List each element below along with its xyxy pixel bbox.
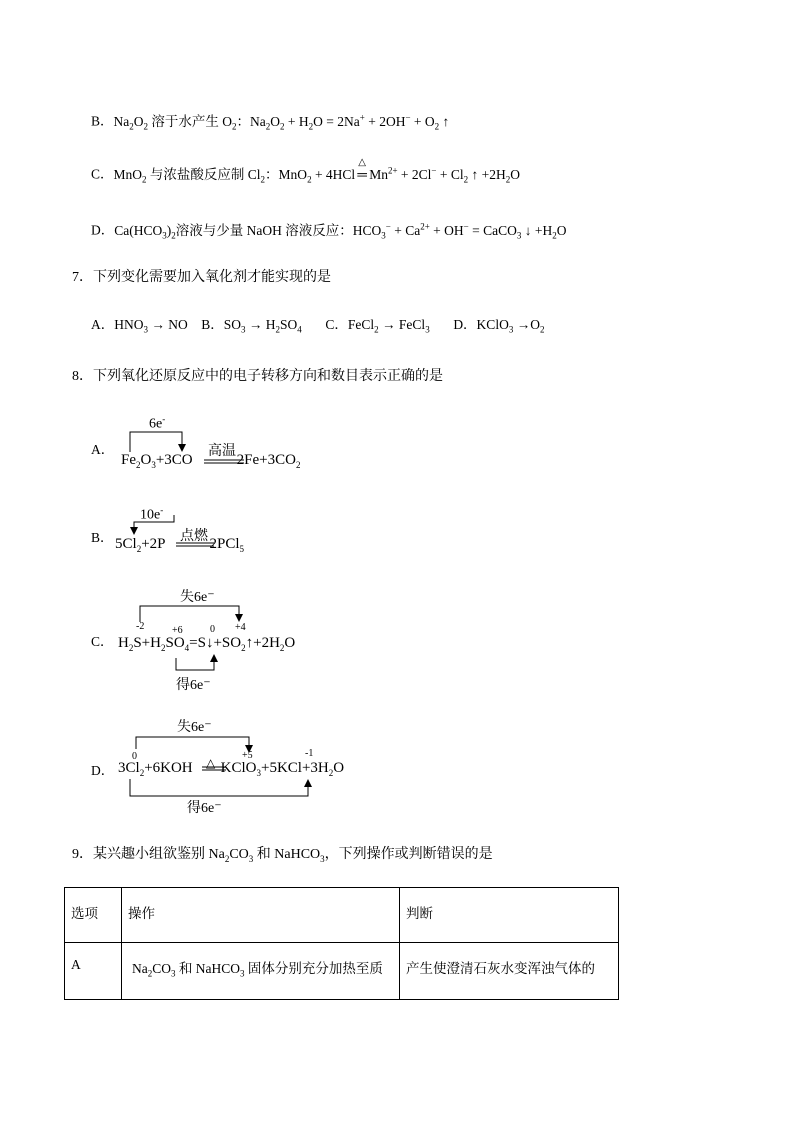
q7-option-b[interactable]: B．$SO_3 \to H_2SO_4$ <box>201 317 302 335</box>
q8-b-condition: 点燃 <box>180 529 208 544</box>
q6-option-d-label: D． <box>91 222 115 238</box>
row-a-operation: $Na_2CO_3$ 和 NaHCO$_3$ 固体分别充分加热至质 <box>122 943 400 1000</box>
q8-d-lose: 失6e⁻ <box>177 720 212 735</box>
q6-d-content: $Ca(HCO_3)_2$溶液与少量 NaOH 溶液反应：$HCO_3^- + Ca^{2+} + OH^-$ = CaCO$_3$ ↓ $+H_2O$ <box>114 221 567 241</box>
q8-b-transfer: 10e- <box>140 505 164 523</box>
q8-d-valence-1: 0 <box>132 751 137 762</box>
q8-a-equation: $Fe_2O_3+3CO$ $2Fe+3CO_2$ <box>121 452 301 470</box>
header-judgement: 判断 <box>400 888 619 943</box>
q6-b-content: $Na_2O_2$ 溶于水产生 $O_2$：$Na_2O_2 + H_2O = 2Na^+ + 2OH^- + O_2$ ↑ <box>113 112 450 132</box>
q8-c-valence-4: +4 <box>235 622 246 633</box>
q8-c-valence-3: 0 <box>210 624 215 635</box>
q8-c-valence-2: +6 <box>172 625 183 636</box>
header-operation: 操作 <box>122 888 400 943</box>
q8-a-transfer: 6e- <box>149 414 166 432</box>
q7-option-c[interactable]: C．FeCl$_2$ → FeCl$_3$ <box>325 317 430 335</box>
q8-a-condition: 高温 <box>208 444 236 459</box>
q8-c-gain: 得6e⁻ <box>176 678 211 693</box>
q6-option-b-text: B． <box>91 113 114 129</box>
q8-c-lose: 失6e⁻ <box>180 590 215 605</box>
q8-c-equation: $H_2S+H_2SO_4=S↓+SO_2↑+2H_2O$ <box>118 635 296 653</box>
q7-options <box>91 315 544 340</box>
q6-option-c <box>91 156 520 189</box>
q8-option-b-label[interactable]: B． <box>91 530 114 545</box>
q8-option-d-label[interactable]: D． <box>91 763 115 778</box>
header-option: 选项 <box>65 888 122 943</box>
q7-option-d[interactable]: D．KClO$_3$ $\to O_2$ <box>453 317 545 335</box>
q8-c-valence-1: -2 <box>136 621 145 632</box>
row-a-option: A <box>65 943 122 1000</box>
q6-option-d <box>91 216 566 245</box>
q8-stem: 8．下列氧化还原反应中的电子转移方向和数目表示正确的是 <box>72 369 443 384</box>
q8-d-gain: 得6e⁻ <box>187 801 222 816</box>
q8-d-valence-3: -1 <box>305 748 314 759</box>
q6-option-b <box>91 107 449 136</box>
q9-table <box>64 887 619 1000</box>
q8-d-condition: △ <box>206 756 216 770</box>
q7-stem: 7．下列变化需要加入氧化剂才能实现的是 <box>72 270 331 285</box>
q9-stem: 9．某兴趣小组欲鉴别 $Na_2CO_3$ 和 NaHCO$_3$，下列操作或判断错误的是 <box>72 847 493 864</box>
q8-d-valence-2: +5 <box>242 750 253 761</box>
table-header-row <box>65 888 619 943</box>
q8-option-c-label[interactable]: C． <box>91 634 114 649</box>
q8-d-equation: $3Cl_2+6KOH$ $KClO_3+5KCl+3H_2O$ <box>118 760 345 778</box>
row-a-judgement: 产生使澄清石灰水变浑浊气体的 <box>400 943 619 1000</box>
q7-option-a[interactable]: A．$HNO_3$ → NO <box>91 317 188 335</box>
q6-c-content: MnO$_2$ 与浓盐酸反应制 $Cl_2$：MnO$_2$ + 4HCl △ ═ $Mn^{2+} + 2Cl^- + Cl_2$ ↑ $+2H_2O$ <box>113 156 520 185</box>
q8-option-a-label[interactable]: A． <box>91 442 115 457</box>
table-row <box>65 943 619 1000</box>
q8-b-equation: $5Cl_2+2P$ 2PCl$_5$ <box>115 536 245 554</box>
q6-option-c-label: C． <box>91 166 114 182</box>
